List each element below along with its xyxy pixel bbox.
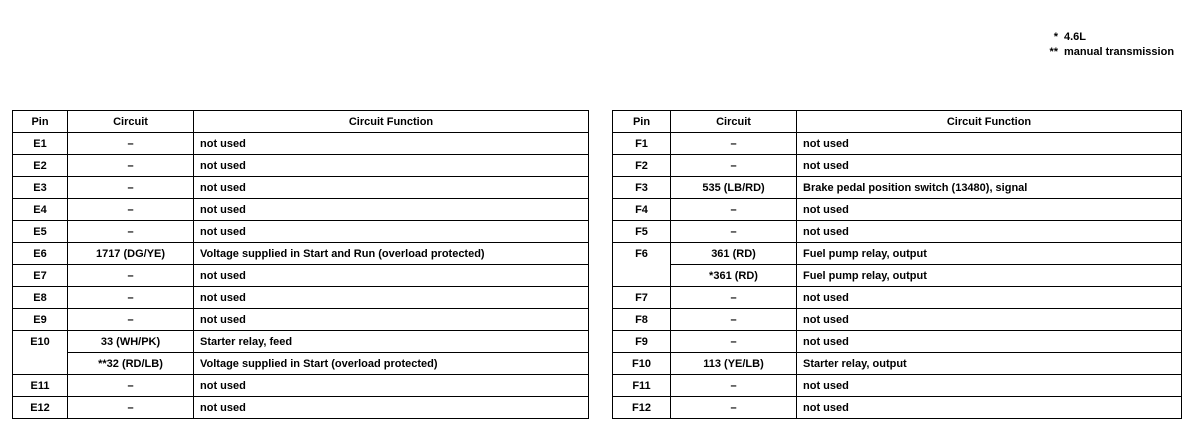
circuit-function-cell: not used bbox=[194, 155, 589, 177]
circuit-function-cell: Starter relay, output bbox=[797, 353, 1182, 375]
circuit-cell: – bbox=[68, 309, 194, 331]
pin-cell: F6 bbox=[613, 243, 671, 265]
circuit-cell: – bbox=[68, 265, 194, 287]
table-row bbox=[613, 177, 1182, 199]
table-row bbox=[613, 287, 1182, 309]
circuit-cell: – bbox=[68, 177, 194, 199]
table-row bbox=[613, 353, 1182, 375]
table-row bbox=[13, 331, 589, 353]
circuit-cell: 535 (LB/RD) bbox=[671, 177, 797, 199]
circuit-cell: – bbox=[68, 155, 194, 177]
legend-text: 4.6L bbox=[1064, 31, 1087, 43]
footnote-legend bbox=[1030, 30, 1174, 60]
circuit-cell: *361 (RD) bbox=[671, 265, 797, 287]
circuit-cell: – bbox=[671, 375, 797, 397]
table-row bbox=[13, 353, 589, 375]
circuit-cell: – bbox=[68, 397, 194, 419]
table-row bbox=[613, 221, 1182, 243]
header-pin: Pin bbox=[13, 111, 68, 133]
legend-mark: ** bbox=[1049, 46, 1058, 58]
table-header-row bbox=[613, 111, 1182, 133]
circuit-cell: – bbox=[68, 375, 194, 397]
circuit-cell: – bbox=[671, 155, 797, 177]
legend-item-manual-transmission bbox=[1030, 45, 1174, 60]
circuit-function-cell: not used bbox=[194, 375, 589, 397]
legend-item-4-6l bbox=[1030, 30, 1174, 45]
circuit-cell: – bbox=[671, 287, 797, 309]
circuit-cell: 361 (RD) bbox=[671, 243, 797, 265]
table-row bbox=[13, 265, 589, 287]
pin-cell: F10 bbox=[613, 353, 671, 375]
table-row bbox=[13, 199, 589, 221]
pin-cell: E5 bbox=[13, 221, 68, 243]
circuit-function-cell: not used bbox=[797, 199, 1182, 221]
circuit-cell: – bbox=[68, 287, 194, 309]
header-circuit: Circuit bbox=[68, 111, 194, 133]
circuit-function-cell: not used bbox=[797, 331, 1182, 353]
header-circuit-function: Circuit Function bbox=[194, 111, 589, 133]
circuit-function-cell: not used bbox=[797, 155, 1182, 177]
pin-cell: E7 bbox=[13, 265, 68, 287]
pin-cell: F1 bbox=[613, 133, 671, 155]
table-row bbox=[13, 221, 589, 243]
circuit-cell: – bbox=[671, 199, 797, 221]
header-circuit-function: Circuit Function bbox=[797, 111, 1182, 133]
circuit-function-cell: not used bbox=[797, 221, 1182, 243]
pin-cell: F11 bbox=[613, 375, 671, 397]
pin-cell: E3 bbox=[13, 177, 68, 199]
table-row bbox=[613, 397, 1182, 419]
circuit-function-cell: not used bbox=[194, 397, 589, 419]
circuit-function-cell: not used bbox=[797, 375, 1182, 397]
pin-cell: F7 bbox=[613, 287, 671, 309]
pin-cell: F12 bbox=[613, 397, 671, 419]
circuit-cell: **32 (RD/LB) bbox=[68, 353, 194, 375]
circuit-function-cell: not used bbox=[194, 199, 589, 221]
legend-text: manual transmission bbox=[1064, 46, 1175, 58]
table-row bbox=[13, 243, 589, 265]
table-row bbox=[613, 199, 1182, 221]
pin-cell: F9 bbox=[613, 331, 671, 353]
table-row bbox=[13, 309, 589, 331]
pin-cell: F2 bbox=[613, 155, 671, 177]
circuit-function-cell: not used bbox=[194, 287, 589, 309]
circuit-cell: 33 (WH/PK) bbox=[68, 331, 194, 353]
table-row bbox=[613, 331, 1182, 353]
pin-cell: E8 bbox=[13, 287, 68, 309]
header-pin: Pin bbox=[613, 111, 671, 133]
circuit-cell: 113 (YE/LB) bbox=[671, 353, 797, 375]
pin-cell: F5 bbox=[613, 221, 671, 243]
circuit-function-cell: not used bbox=[797, 309, 1182, 331]
circuit-function-cell: not used bbox=[194, 309, 589, 331]
circuit-function-cell: Fuel pump relay, output bbox=[797, 243, 1182, 265]
connector-e-pin-table bbox=[12, 110, 589, 419]
circuit-cell: – bbox=[671, 309, 797, 331]
circuit-cell: – bbox=[671, 397, 797, 419]
circuit-cell: – bbox=[671, 221, 797, 243]
table-row bbox=[613, 155, 1182, 177]
table-header-row bbox=[13, 111, 589, 133]
table-row bbox=[13, 397, 589, 419]
table-row bbox=[13, 287, 589, 309]
circuit-function-cell: Voltage supplied in Start and Run (overload protected) bbox=[194, 243, 589, 265]
circuit-function-cell: not used bbox=[194, 265, 589, 287]
pin-cell: E12 bbox=[13, 397, 68, 419]
circuit-function-cell: Brake pedal position switch (13480), signal bbox=[797, 177, 1182, 199]
connector-f-rows bbox=[613, 133, 1182, 419]
pin-cell: F4 bbox=[613, 199, 671, 221]
circuit-cell: 1717 (DG/YE) bbox=[68, 243, 194, 265]
table-row bbox=[613, 375, 1182, 397]
table-row bbox=[13, 155, 589, 177]
pin-cell: E9 bbox=[13, 309, 68, 331]
pin-cell bbox=[613, 265, 671, 287]
circuit-function-cell: not used bbox=[194, 177, 589, 199]
circuit-function-cell: Voltage supplied in Start (overload protected) bbox=[194, 353, 589, 375]
header-circuit: Circuit bbox=[671, 111, 797, 133]
pin-cell: E6 bbox=[13, 243, 68, 265]
pin-cell: F8 bbox=[613, 309, 671, 331]
circuit-cell: – bbox=[68, 199, 194, 221]
table-row bbox=[613, 265, 1182, 287]
circuit-cell: – bbox=[68, 133, 194, 155]
circuit-function-cell: Starter relay, feed bbox=[194, 331, 589, 353]
pin-cell bbox=[13, 353, 68, 375]
circuit-function-cell: not used bbox=[194, 133, 589, 155]
pin-cell: E10 bbox=[13, 331, 68, 353]
legend-mark: * bbox=[1053, 31, 1058, 43]
connector-f-pin-table bbox=[612, 110, 1182, 419]
circuit-cell: – bbox=[671, 331, 797, 353]
table-row bbox=[13, 375, 589, 397]
pin-cell: F3 bbox=[613, 177, 671, 199]
circuit-function-cell: not used bbox=[797, 287, 1182, 309]
circuit-function-cell: not used bbox=[797, 133, 1182, 155]
circuit-cell: – bbox=[671, 133, 797, 155]
table-row bbox=[13, 133, 589, 155]
table-row bbox=[613, 133, 1182, 155]
circuit-function-cell: Fuel pump relay, output bbox=[797, 265, 1182, 287]
circuit-function-cell: not used bbox=[797, 397, 1182, 419]
pin-cell: E2 bbox=[13, 155, 68, 177]
pin-cell: E11 bbox=[13, 375, 68, 397]
table-row bbox=[13, 177, 589, 199]
table-row bbox=[613, 243, 1182, 265]
table-row bbox=[613, 309, 1182, 331]
pin-cell: E4 bbox=[13, 199, 68, 221]
circuit-cell: – bbox=[68, 221, 194, 243]
circuit-function-cell: not used bbox=[194, 221, 589, 243]
pin-cell: E1 bbox=[13, 133, 68, 155]
connector-e-rows bbox=[13, 133, 589, 419]
